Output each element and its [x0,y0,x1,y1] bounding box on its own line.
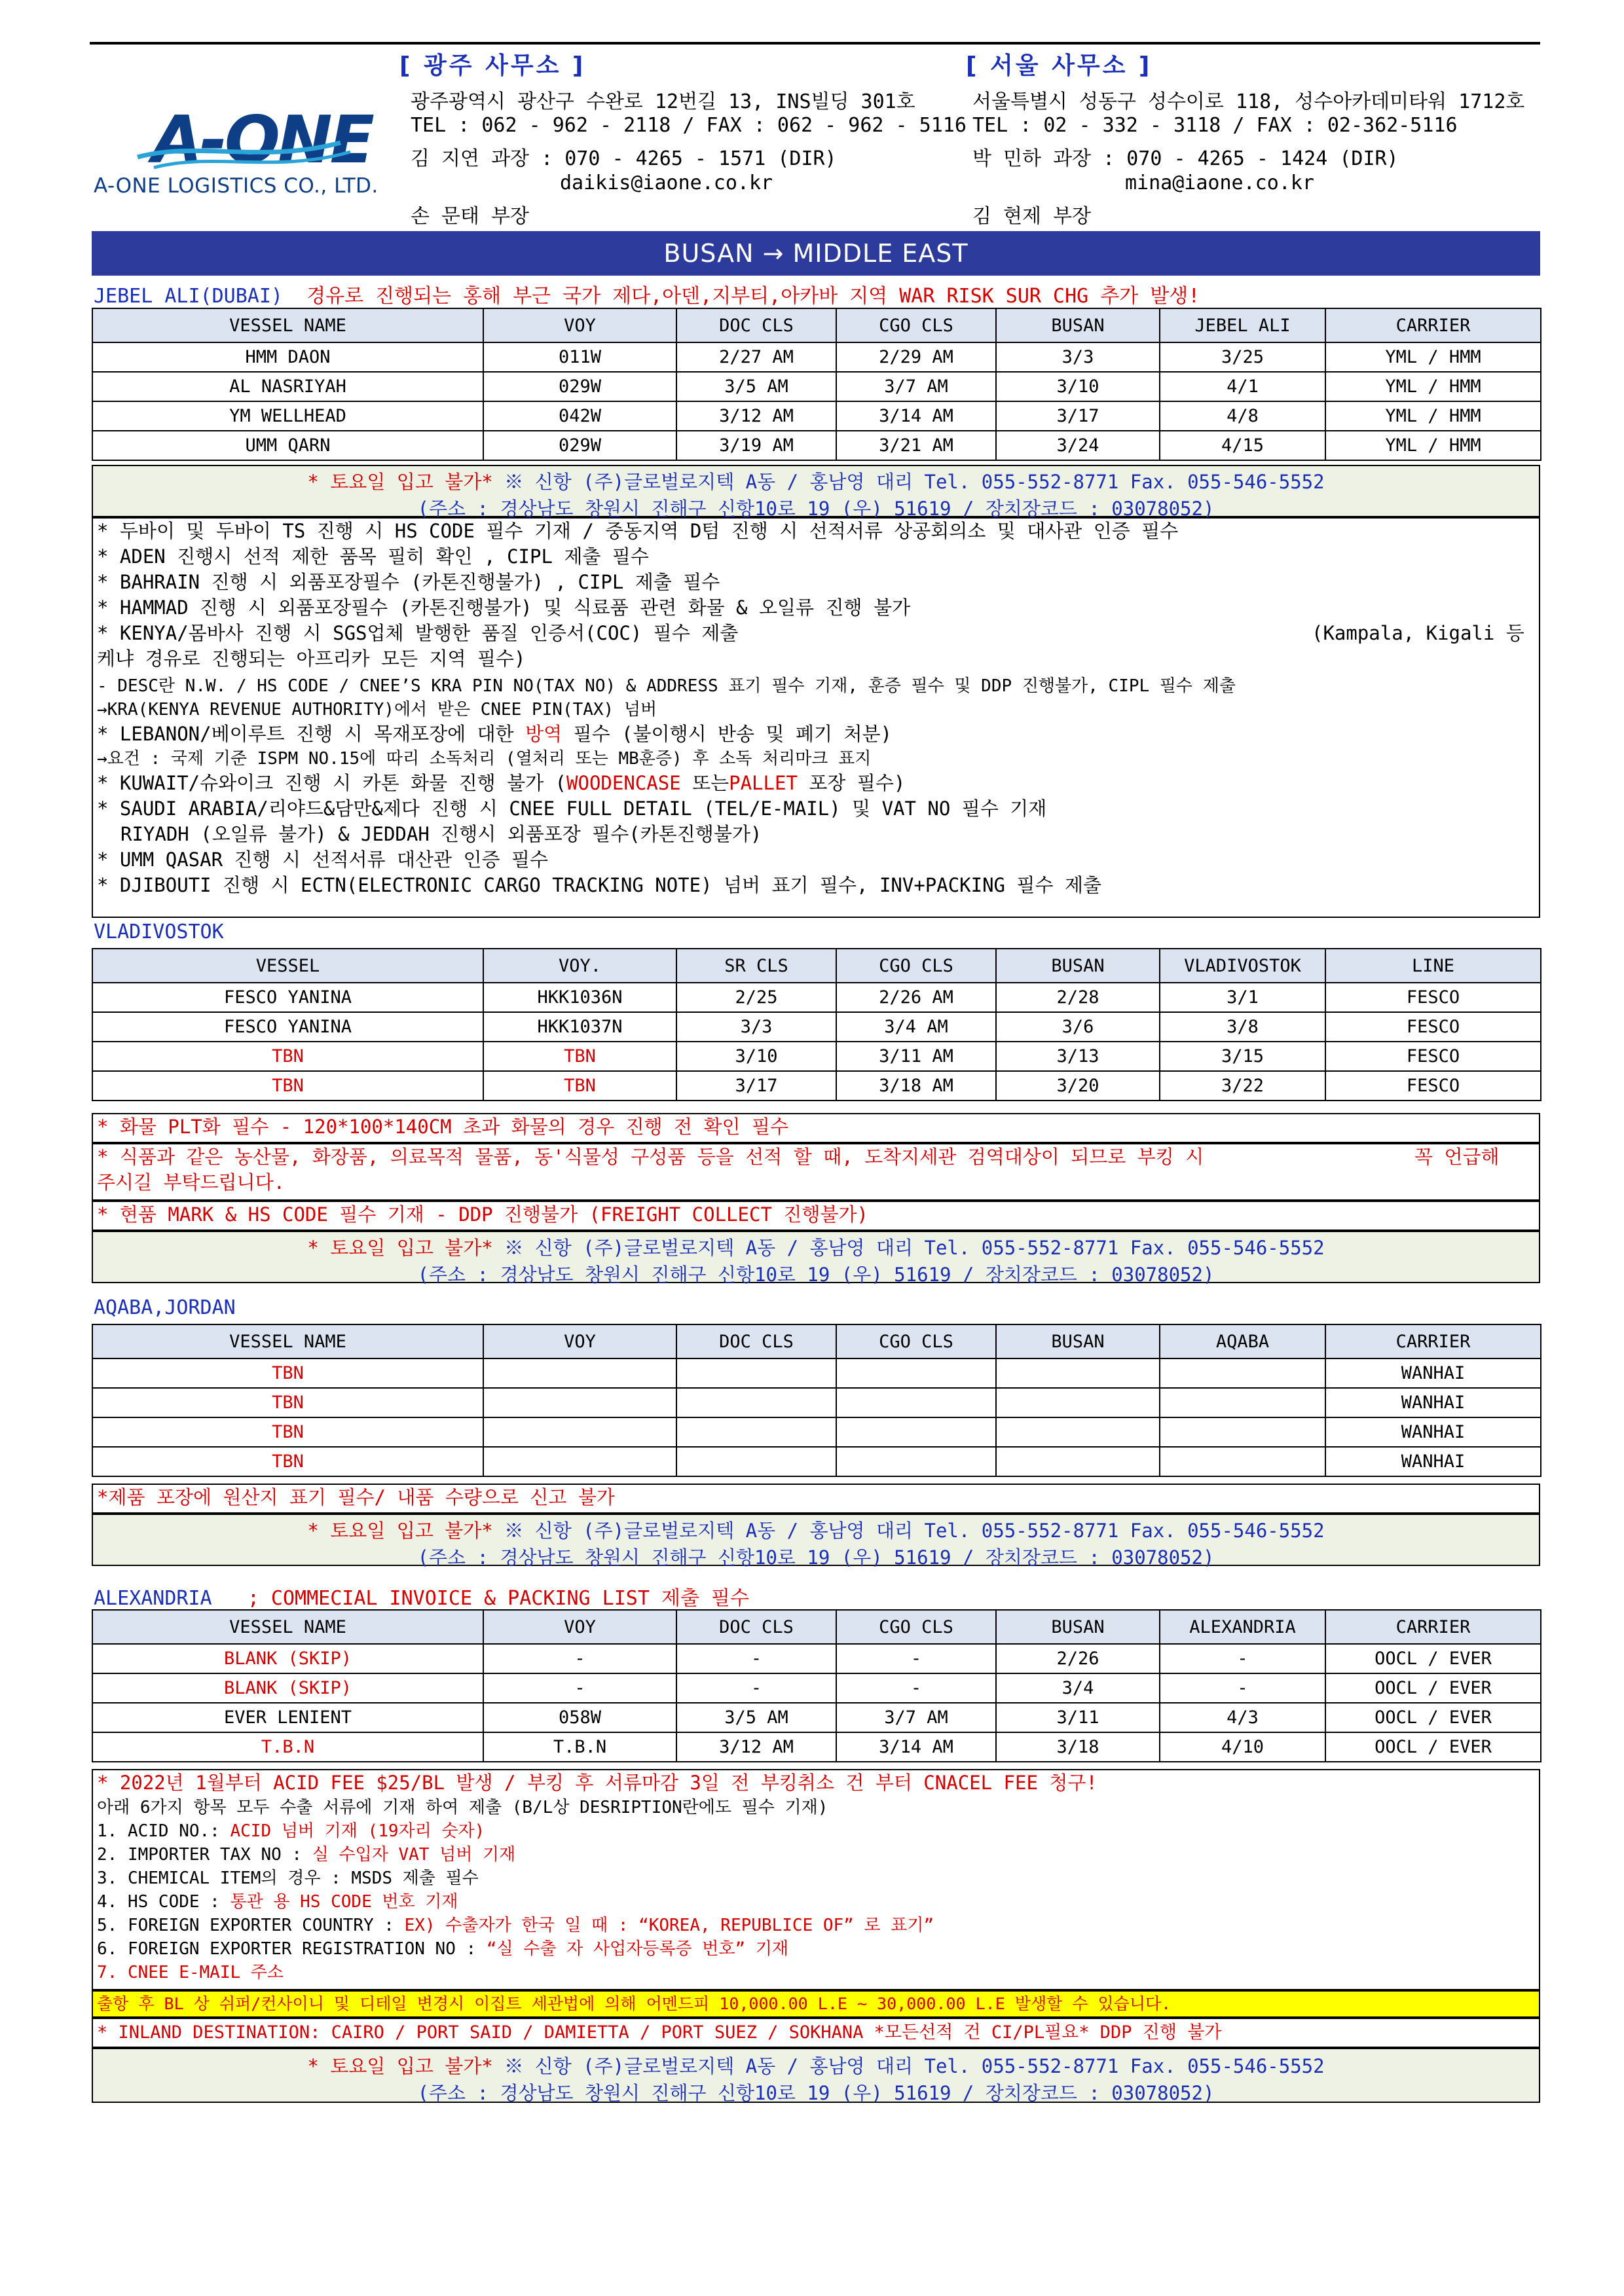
jebel-title: JEBEL ALI(DUBAI) [94,285,283,308]
table-cell: FESCO [1325,1012,1541,1042]
alex-notice-box [92,2048,1540,2103]
note-kenya-cont: 케냐 경유로 진행되는 아프리카 모든 지역 필수) [97,647,526,670]
alex-inland [92,2018,1540,2048]
alex-item-key: 6. FOREIGN EXPORTER REGISTRATION NO : [97,1939,487,1959]
table-cell: AL NASRIYAH [92,372,483,401]
column-header: SR CLS [676,949,836,983]
alex-notes-box [92,1769,1540,1990]
note-kra: →KRA(KENYA REVENUE AUTHORITY)에서 받은 CNEE PIN(TAX) 넘버 [97,700,657,720]
column-header: LINE [1325,949,1541,983]
table-row [92,1417,1541,1447]
table-cell: YML / HMM [1325,401,1541,431]
aqaba-schedule-table [92,1324,1541,1477]
table-cell [996,1447,1160,1476]
column-header: CGO CLS [836,949,996,983]
table-cell [1160,1447,1325,1476]
table-cell: 3/11 [996,1703,1160,1732]
table-cell: FESCO [1325,983,1541,1012]
alex-schedule-table [92,1609,1541,1762]
table-cell: OOCL / EVER [1325,1644,1541,1673]
alex-item-key: 1. ACID NO.: [97,1821,231,1841]
column-header: VESSEL NAME [92,308,483,342]
notice-address: (주소 : 경상남도 창원시 진해구 신항10로 19 (우) 51619 / 장치장코드 : 03078052) [417,498,1215,520]
seoul-tel: TEL : 02 - 332 - 3118 / FAX : 02-362-5116 [972,114,1458,137]
table-cell: OOCL / EVER [1325,1673,1541,1703]
aqaba-note [92,1484,1540,1514]
table-header-row [92,1610,1541,1644]
alex-item-value: EX) 수출자가 한국 일 때 : “KOREA, REPUBLICE OF” 로 표기” [404,1916,934,1935]
table-cell: TBN [92,1071,483,1101]
table-cell: YML / HMM [1325,431,1541,460]
jebel-schedule-table [92,308,1541,461]
vlad-note-3 [92,1201,1540,1231]
column-header: VOY. [483,949,676,983]
table-cell: 4/10 [1160,1732,1325,1762]
table-cell: 3/20 [996,1071,1160,1101]
note-ispm: →요건 : 국제 기준 ISPM NO.15에 따리 소독처리 (열처리 또는 MB훈증) 후 소독 처리마크 표지 [97,749,872,769]
aqaba-notice-box [92,1514,1540,1569]
column-header: VLADIVOSTOK [1160,949,1325,983]
table-cell: 058W [483,1703,676,1732]
alex-acid-title: * 2022년 1월부터 ACID FEE $25/BL 발생 / 부킹 후 서류마감 3일 전 부킹취소 건 부터 CNACEL FEE 청구! [97,1772,1098,1794]
note-kuwait-c: 또는 [680,772,729,794]
table-cell: 3/13 [996,1042,1160,1071]
table-cell [483,1417,676,1447]
gwangju-manager: 손 문태 부장 [411,205,530,228]
table-cell: WANHAI [1325,1447,1541,1476]
table-cell [836,1417,996,1447]
gwangju-contact: 김 지연 과장 : 070 - 4265 - 1571 (DIR) [411,147,837,170]
alex-item-key: 2. IMPORTER TAX NO : [97,1845,312,1865]
table-row [92,1388,1541,1417]
table-header-row [92,949,1541,983]
seoul-contact: 박 민하 과장 : 070 - 4265 - 1424 (DIR) [972,147,1399,170]
table-cell: 3/4 [996,1673,1160,1703]
note-djibouti: * DJIBOUTI 진행 시 ECTN(ELECTRONIC CARGO TRACKING NOTE) 넘버 표기 필수, INV+PACKING 필수 제출 [97,874,1101,896]
alex-yellow-text: 출항 후 BL 상 쉬퍼/컨사이니 및 디테일 변경시 이집트 세관법에 의해 어멘드피 10,000.00 L.E ~ 30,000.00 L.E 발생할 수 있습니다. [97,1994,1172,2013]
table-cell: 3/5 AM [676,372,836,401]
table-cell: T.B.N [483,1732,676,1762]
gwangju-office-title: [ 광주 사무소 ] [399,52,586,79]
table-cell: 3/10 [996,372,1160,401]
table-cell: - [836,1673,996,1703]
table-cell: T.B.N [92,1732,483,1762]
column-header: DOC CLS [676,1610,836,1644]
table-cell: 3/14 AM [836,401,996,431]
column-header: DOC CLS [676,1324,836,1358]
table-cell: TBN [92,1042,483,1071]
table-cell: WANHAI [1325,1417,1541,1447]
column-header: BUSAN [996,308,1160,342]
alex-inland-label: * INLAND DESTINATION: [97,2022,331,2043]
column-header: VOY [483,1324,676,1358]
route-banner: BUSAN → MIDDLE EAST [92,231,1540,276]
table-cell: 3/1 [1160,983,1325,1012]
table-cell: 3/17 [676,1071,836,1101]
table-cell [836,1358,996,1388]
aqaba-title: AQABA,JORDAN [94,1296,236,1319]
note-bahrain: * BAHRAIN 진행 시 외품포장필수 (카톤진행불가) , CIPL 제출 필수 [97,571,720,593]
column-header: VOY [483,308,676,342]
alex-item [97,1819,1539,1843]
note-lebanon-a: * LEBANON/베이루트 진행 시 목재포장에 대한 [97,723,526,745]
table-cell: 3/22 [1160,1071,1325,1101]
table-cell: - [483,1673,676,1703]
note-kenya-text: * KENYA/몸바사 진행 시 SGS업체 발행한 품질 인증서(COC) 필수 제출 [97,622,739,644]
table-cell: 042W [483,401,676,431]
table-cell: OOCL / EVER [1325,1732,1541,1762]
alex-inland-line [97,2019,1539,2047]
note-saudi: * SAUDI ARABIA/리야드&담만&제다 진행 시 CNEE FULL DETAIL (TEL/E-MAIL) 및 VAT NO 필수 기재 [97,797,1047,820]
table-cell: 3/19 AM [676,431,836,460]
alex-item-key: 3. CHEMICAL ITEM의 경우 : MSDS 제출 필수 [97,1868,479,1888]
table-cell: TBN [92,1417,483,1447]
table-cell: HKK1037N [483,1012,676,1042]
gwangju-address: 광주광역시 광산구 수완로 12번길 13, INS빌딩 301호 [411,90,915,113]
gwangju-email[interactable]: daikis@iaone.co.kr [560,172,773,194]
table-row [92,372,1541,401]
table-cell: 3/14 AM [836,1732,996,1762]
notice-address: (주소 : 경상남도 창원시 진해구 신항10로 19 (우) 51619 / 장치장코드 : 03078052) [417,1264,1215,1286]
table-row [92,1732,1541,1762]
table-cell: 3/12 AM [676,401,836,431]
alex-item-value: 7. CNEE E-MAIL 주소 [97,1963,284,1982]
table-row [92,431,1541,460]
notice-no-saturday: * 토요일 입고 불가* [307,1237,493,1259]
table-cell: FESCO [1325,1071,1541,1101]
table-cell [996,1358,1160,1388]
table-cell: FESCO YANINA [92,983,483,1012]
alex-item [97,1937,1539,1961]
table-cell: 3/15 [1160,1042,1325,1071]
table-row [92,342,1541,372]
table-row [92,1673,1541,1703]
notice-contact: ※ 신항 (주)글로벌로지텍 A동 / 홍남영 대리 Tel. 055-552-8771 Fax. 055-546-5552 [504,471,1325,493]
column-header: AQABA [1160,1324,1325,1358]
seoul-office-title: [ 서울 사무소 ] [966,52,1153,79]
column-header: CARRIER [1325,1324,1541,1358]
jebel-notes-box [92,517,1540,918]
jebel-section-title [94,280,1200,308]
alex-title: ALEXANDRIA [94,1587,212,1610]
note-umm-qasar: * UMM QASAR 진행 시 선적서류 대산관 인증 필수 [97,848,549,871]
table-cell: 2/26 [996,1644,1160,1673]
notice-address: (주소 : 경상남도 창원시 진해구 신항10로 19 (우) 51619 / 장치장코드 : 03078052) [417,1546,1215,1569]
jebel-warning: 경유로 진행되는 홍해 부근 국가 제다,아덴,지부티,아카바 지역 WAR RISK SUR CHG 추가 발생! [306,285,1200,308]
notice-line-1 [93,1233,1539,1260]
vlad-note-1-text: * 화물 PLT화 필수 - 120*100*140CM 초과 화물의 경우 진행 전 확인 필수 [97,1116,789,1138]
table-row [92,1447,1541,1476]
vlad-notice-box [92,1231,1540,1286]
table-cell [836,1388,996,1417]
table-cell [836,1447,996,1476]
notice-line-1 [93,2052,1539,2079]
alex-item [97,1961,1539,1984]
note-lebanon-c: 필수 (불이행시 반송 및 폐기 처분) [562,723,892,745]
table-cell: 4/15 [1160,431,1325,460]
table-cell: 3/12 AM [676,1732,836,1762]
table-row [92,401,1541,431]
table-header-row [92,1324,1541,1358]
table-cell: 4/1 [1160,372,1325,401]
table-cell [483,1358,676,1388]
note-dubai: * 두바이 및 두바이 TS 진행 시 HS CODE 필수 기재 / 중동지역 D텀 진행 시 선적서류 상공회의소 및 대사관 인증 필수 [97,520,1179,542]
table-cell [676,1358,836,1388]
table-cell: 3/24 [996,431,1160,460]
vlad-note-2c: 주시길 부탁드립니다. [97,1171,286,1194]
table-cell: TBN [92,1358,483,1388]
table-cell: TBN [92,1388,483,1417]
notice-line-1 [93,1516,1539,1543]
table-cell: 3/18 [996,1732,1160,1762]
top-rule [90,42,1540,45]
column-header: CGO CLS [836,1610,996,1644]
gwangju-tel: TEL : 062 - 962 - 2118 / FAX : 062 - 962 - 5116 [411,114,967,137]
alex-item-value: “실 수출 자 사업자등록증 번호” 기재 [486,1939,789,1959]
table-cell: - [836,1644,996,1673]
table-cell [1160,1388,1325,1417]
table-cell [1160,1358,1325,1388]
table-cell [483,1447,676,1476]
seoul-address: 서울특별시 성동구 성수이로 118, 성수아카데미타워 1712호 [972,90,1525,113]
table-row [92,983,1541,1012]
note-kenya-desc: - DESC란 N.W. / HS CODE / CNEE’S KRA PIN NO(TAX NO) & ADDRESS 표기 필수 기재, 훈증 필수 및 DDP 진행불가, CIPL 필수 제출 [97,676,1236,696]
table-cell [996,1417,1160,1447]
column-header: CGO CLS [836,308,996,342]
column-header: VESSEL NAME [92,1324,483,1358]
column-header: VESSEL NAME [92,1610,483,1644]
table-cell: 2/27 AM [676,342,836,372]
alex-yellow-warning [92,1990,1540,2018]
table-cell: 3/21 AM [836,431,996,460]
notice-no-saturday: * 토요일 입고 불가* [307,2055,493,2077]
vlad-note-2 [92,1143,1540,1201]
table-cell: 4/8 [1160,401,1325,431]
company-name: A-ONE LOGISTICS CO., LTD. [94,174,378,198]
column-header: CGO CLS [836,1324,996,1358]
table-cell: 3/7 AM [836,1703,996,1732]
table-cell: YML / HMM [1325,372,1541,401]
notice-contact: ※ 신항 (주)글로벌로지텍 A동 / 홍남영 대리 Tel. 055-552-8771 Fax. 055-546-5552 [504,1237,1325,1259]
table-row [92,1042,1541,1071]
notice-line-1 [93,467,1539,494]
alex-item-value: 통관 용 HS CODE 번호 기재 [230,1892,458,1912]
table-cell: 029W [483,372,676,401]
notice-address: (주소 : 경상남도 창원시 진해구 신항10로 19 (우) 51619 / 장치장코드 : 03078052) [417,2082,1215,2104]
table-cell: 3/10 [676,1042,836,1071]
table-row [92,1644,1541,1673]
table-cell: OOCL / EVER [1325,1703,1541,1732]
table-cell [996,1388,1160,1417]
table-cell: - [676,1644,836,1673]
vlad-note-1 [92,1113,1540,1143]
table-cell: 3/3 [996,342,1160,372]
table-cell: - [676,1673,836,1703]
table-cell: FESCO [1325,1042,1541,1071]
table-cell: HMM DAON [92,342,483,372]
note-kenya-cities: (Kampala, Kigali 등 [1312,622,1524,644]
column-header: CARRIER [1325,308,1541,342]
table-cell: WANHAI [1325,1358,1541,1388]
table-row [92,1071,1541,1101]
table-cell: 3/5 AM [676,1703,836,1732]
table-cell: 3/11 AM [836,1042,996,1071]
table-cell: 2/26 AM [836,983,996,1012]
column-header: JEBEL ALI [1160,308,1325,342]
notice-no-saturday: * 토요일 입고 불가* [307,471,493,493]
column-header: BUSAN [996,949,1160,983]
notice-contact: ※ 신항 (주)글로벌로지텍 A동 / 홍남영 대리 Tel. 055-552-8771 Fax. 055-546-5552 [504,2055,1325,2077]
table-cell: - [1160,1673,1325,1703]
table-cell: BLANK (SKIP) [92,1673,483,1703]
note-kuwait [97,771,1539,796]
note-lebanon-b: 방역 [525,723,563,745]
table-cell: 3/18 AM [836,1071,996,1101]
table-cell: - [483,1644,676,1673]
table-cell: 2/29 AM [836,342,996,372]
table-cell: TBN [483,1071,676,1101]
column-header: BUSAN [996,1610,1160,1644]
alex-item [97,1914,1539,1937]
column-header: VESSEL [92,949,483,983]
table-cell: 4/3 [1160,1703,1325,1732]
table-cell [483,1388,676,1417]
table-header-row [92,308,1541,342]
vlad-note-2b: 꼭 언급해 [1414,1146,1500,1168]
table-cell: 3/25 [1160,342,1325,372]
vlad-title: VLADIVOSTOK [94,920,224,943]
table-row [92,1012,1541,1042]
alex-title-note: ; COMMECIAL INVOICE & PACKING LIST 제출 필수 [247,1587,749,1610]
note-kenya [97,621,1539,646]
alex-item [97,1843,1539,1867]
note-aden: * ADEN 진행시 선적 제한 품목 필히 확인 , CIPL 제출 필수 [97,545,649,568]
note-lebanon [97,721,1539,747]
table-cell [676,1447,836,1476]
table-cell: TBN [483,1042,676,1071]
seoul-manager: 김 현제 부장 [972,205,1092,228]
table-row [92,1358,1541,1388]
column-header: VOY [483,1610,676,1644]
note-kuwait-e: 포장 필수) [797,772,906,794]
vlad-schedule-table [92,948,1541,1101]
table-cell [676,1417,836,1447]
note-kuwait-a: * KUWAIT/슈와이크 진행 시 카톤 화물 진행 불가 ( [97,772,567,794]
alex-item-list [97,1819,1539,1984]
logo-text: A-ONE [152,101,372,178]
column-header: ALEXANDRIA [1160,1610,1325,1644]
table-cell: BLANK (SKIP) [92,1644,483,1673]
alex-item-value: 실 수입자 VAT 넘버 기재 [312,1845,516,1865]
alex-item-value: ACID 넘버 기재 (19자리 숫자) [230,1821,485,1841]
table-cell: 3/17 [996,401,1160,431]
alex-intro: 아래 6가지 항목 모두 수출 서류에 기재 하여 제출 (B/L상 DESRIPTION란에도 필수 기재) [97,1798,828,1817]
table-cell: 3/3 [676,1012,836,1042]
alex-section-title [94,1582,749,1611]
alex-inland-text: CAIRO / PORT SAID / DAMIETTA / PORT SUEZ / SOKHANA *모든선적 건 CI/PL필요* DDP 진행 불가 [331,2022,1222,2043]
table-cell: EVER LENIENT [92,1703,483,1732]
column-header: DOC CLS [676,308,836,342]
note-riyadh: RIYADH (오일류 불가) & JEDDAH 진행시 외품포장 필수(카톤진행불가) [120,823,762,845]
vlad-note-2-line [97,1144,1539,1170]
table-cell: WANHAI [1325,1388,1541,1417]
table-cell: HKK1036N [483,983,676,1012]
table-cell: 3/8 [1160,1012,1325,1042]
jebel-notice-box [92,465,1540,520]
table-cell [676,1388,836,1417]
note-hammad: * HAMMAD 진행 시 외품포장필수 (카톤진행불가) 및 식료품 관련 화물 & 오일류 진행 불가 [97,596,910,619]
vlad-note-2a: * 식품과 같은 농산물, 화장품, 의료목적 물품, 동'식물성 구성품 등을 선적 할 때, 도착지세관 검역대상이 되므로 부킹 시 [97,1146,1204,1168]
table-cell: 2/25 [676,983,836,1012]
column-header: CARRIER [1325,1610,1541,1644]
table-cell: YML / HMM [1325,342,1541,372]
table-cell: UMM QARN [92,431,483,460]
table-cell: 3/4 AM [836,1012,996,1042]
table-cell: YM WELLHEAD [92,401,483,431]
table-row [92,1703,1541,1732]
notice-contact: ※ 신항 (주)글로벌로지텍 A동 / 홍남영 대리 Tel. 055-552-8771 Fax. 055-546-5552 [504,1520,1325,1542]
alex-item [97,1890,1539,1914]
table-cell: 3/7 AM [836,372,996,401]
table-cell [1160,1417,1325,1447]
table-cell: 3/6 [996,1012,1160,1042]
table-cell: 029W [483,431,676,460]
note-kuwait-b: WOODENCASE [566,772,681,794]
table-cell: 011W [483,342,676,372]
column-header: BUSAN [996,1324,1160,1358]
table-cell: FESCO YANINA [92,1012,483,1042]
notice-no-saturday: * 토요일 입고 불가* [307,1520,493,1542]
vlad-note-3-text: * 현품 MARK & HS CODE 필수 기재 - DDP 진행불가 (FREIGHT COLLECT 진행불가) [97,1203,868,1226]
table-cell: TBN [92,1447,483,1476]
seoul-email[interactable]: mina@iaone.co.kr [1125,172,1314,194]
alex-item [97,1867,1539,1890]
aqaba-note-text: *제품 포장에 원산지 표기 필수/ 내품 수량으로 신고 불가 [97,1486,615,1508]
note-kuwait-d: PALLET [729,772,798,794]
table-cell: 2/28 [996,983,1160,1012]
table-cell: - [1160,1644,1325,1673]
alex-item-key: 5. FOREIGN EXPORTER COUNTRY : [97,1916,405,1935]
alex-item-key: 4. HS CODE : [97,1892,231,1912]
